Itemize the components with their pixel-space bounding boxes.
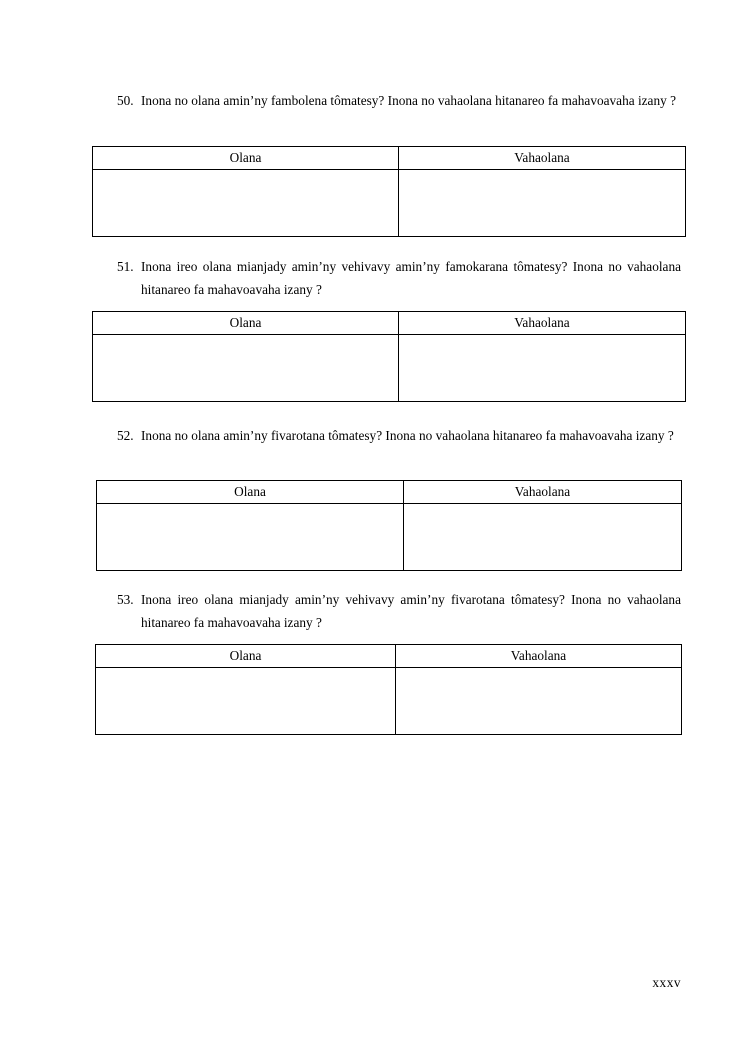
column-header-vahaolana: Vahaolana [399, 312, 686, 335]
column-header-olana: Olana [93, 147, 399, 170]
question-number: 51. [117, 259, 134, 274]
answer-cell-olana[interactable] [93, 335, 399, 402]
question-number: 50. [117, 93, 134, 108]
column-header-vahaolana: Vahaolana [404, 481, 682, 504]
column-header-olana: Olana [97, 481, 404, 504]
answer-cell-vahaolana[interactable] [396, 668, 682, 735]
answer-cell-vahaolana[interactable] [399, 170, 686, 237]
column-header-vahaolana: Vahaolana [396, 645, 682, 668]
question-number: 53. [117, 592, 134, 607]
answer-cell-olana[interactable] [97, 504, 404, 571]
page-number: xxxv [652, 975, 681, 990]
question-number: 52. [117, 428, 134, 443]
question-text: Inona no olana amin’ny fivarotana tômatesy? Inona no vahaolana hitanareo fa mahavoavaha izany ? [141, 428, 674, 443]
answer-cell-olana[interactable] [93, 170, 399, 237]
answer-table-52 [96, 480, 682, 571]
column-header-olana: Olana [93, 312, 399, 335]
answer-table-50 [92, 146, 686, 237]
question-text: Inona no olana amin’ny fambolena tômatesy? Inona no vahaolana hitanareo fa mahavoavaha izany ? [141, 93, 676, 108]
question-50 [115, 90, 681, 113]
answer-cell-olana[interactable] [96, 668, 396, 735]
question-text: Inona ireo olana mianjady amin’ny vehivavy amin’ny fivarotana tômatesy? Inona no vahaolana hitanareo fa mahavoavaha izany ? [141, 592, 681, 630]
column-header-vahaolana: Vahaolana [399, 147, 686, 170]
answer-cell-vahaolana[interactable] [399, 335, 686, 402]
question-53 [115, 589, 681, 634]
question-51 [115, 256, 681, 301]
answer-table-51 [92, 311, 686, 402]
question-text: Inona ireo olana mianjady amin’ny vehivavy amin’ny famokarana tômatesy? Inona no vahaolana hitanareo fa mahavoavaha izany ? [141, 259, 681, 297]
question-52 [115, 425, 681, 448]
column-header-olana: Olana [96, 645, 396, 668]
answer-cell-vahaolana[interactable] [404, 504, 682, 571]
answer-table-53 [95, 644, 682, 735]
